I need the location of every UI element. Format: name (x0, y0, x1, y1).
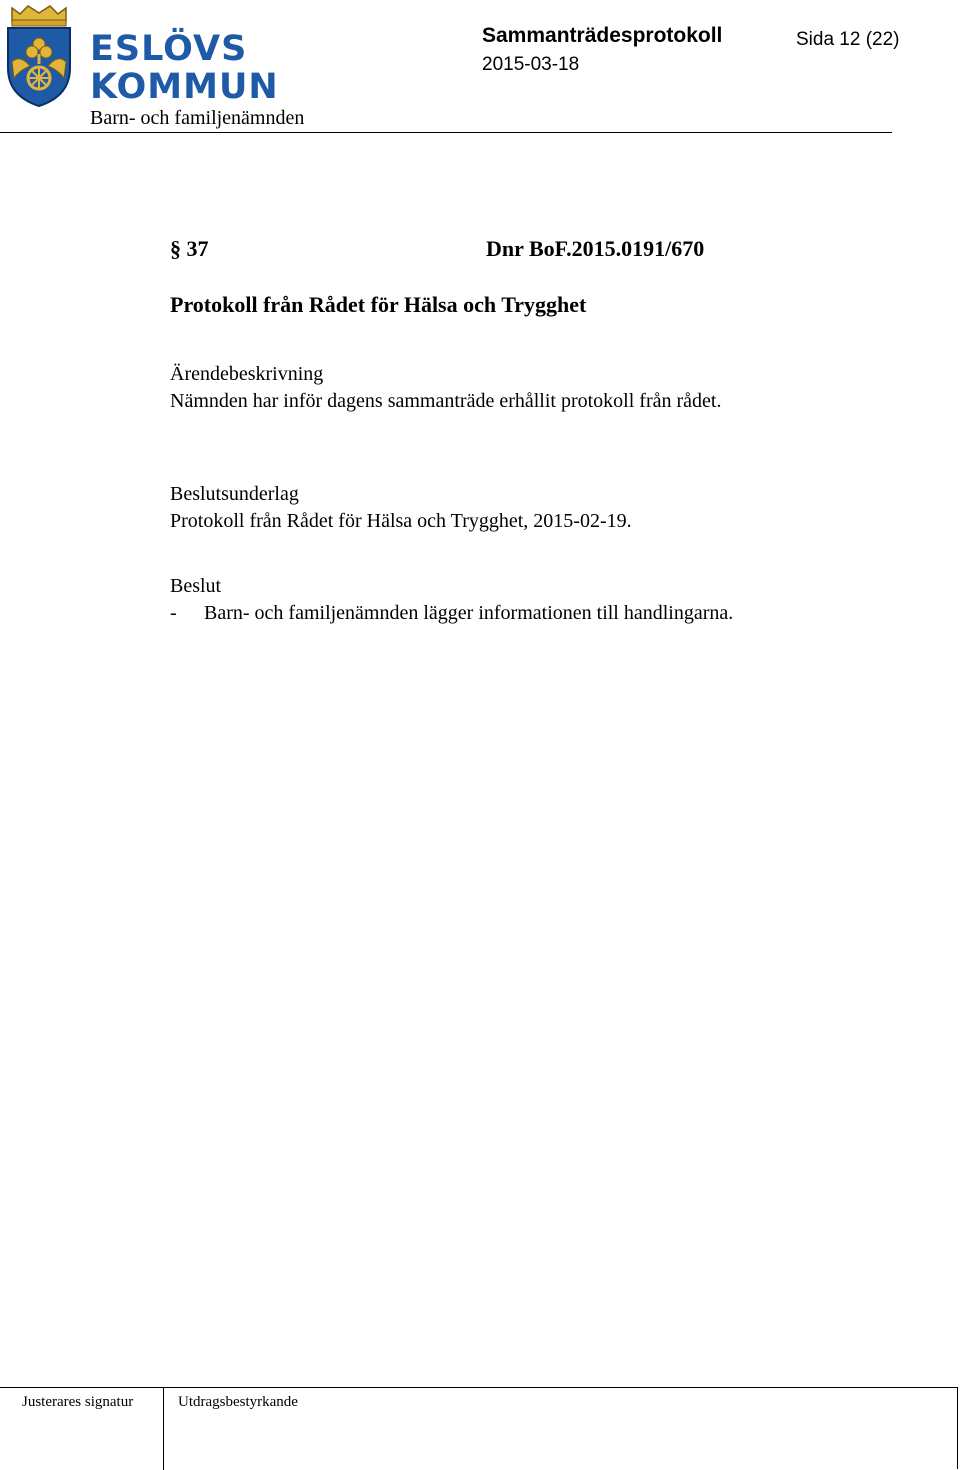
extract-label: Utdragsbestyrkande (178, 1394, 298, 1410)
page-number: Sida 12 (22) (796, 29, 900, 50)
document-date: 2015-03-18 (482, 54, 580, 75)
description-text: Nämnden har inför dagens sammanträde erhållit protokoll från rådet. (170, 390, 722, 412)
basis-heading: Beslutsunderlag (170, 483, 299, 505)
footer-divider (163, 1388, 164, 1470)
decision-item (170, 600, 770, 627)
paragraph-number: § 37 (170, 236, 209, 261)
municipality-wordmark (90, 30, 279, 106)
decision-dash: - (170, 602, 177, 624)
signature-label: Justerares signatur (22, 1394, 134, 1410)
case-title: Protokoll från Rådet för Hälsa och Trygghet (170, 292, 587, 317)
decision-text: Barn- och familjenämnden lägger informationen till handlingarna. (204, 602, 734, 624)
paragraph-heading (170, 236, 705, 262)
basis-text: Protokoll från Rådet för Hälsa och Trygghet, 2015-02-19. (170, 510, 632, 532)
decision-heading: Beslut (170, 575, 222, 597)
brand-line-2: KOMMUN (90, 67, 279, 107)
description-heading: Ärendebeskrivning (170, 363, 324, 385)
eslov-coat-of-arms-icon (4, 4, 74, 108)
brand-line-1: ESLÖVS (90, 29, 248, 69)
header-divider (0, 132, 892, 133)
signature-footer (0, 1387, 958, 1469)
basis-section (170, 481, 770, 535)
document-type: Sammanträdesprotokoll (482, 24, 723, 47)
decision-section (170, 573, 770, 627)
dnr-number: Dnr BoF.2015.0191/670 (486, 236, 705, 261)
description-section (170, 361, 770, 415)
department-name: Barn- och familjenämnden (90, 107, 305, 129)
